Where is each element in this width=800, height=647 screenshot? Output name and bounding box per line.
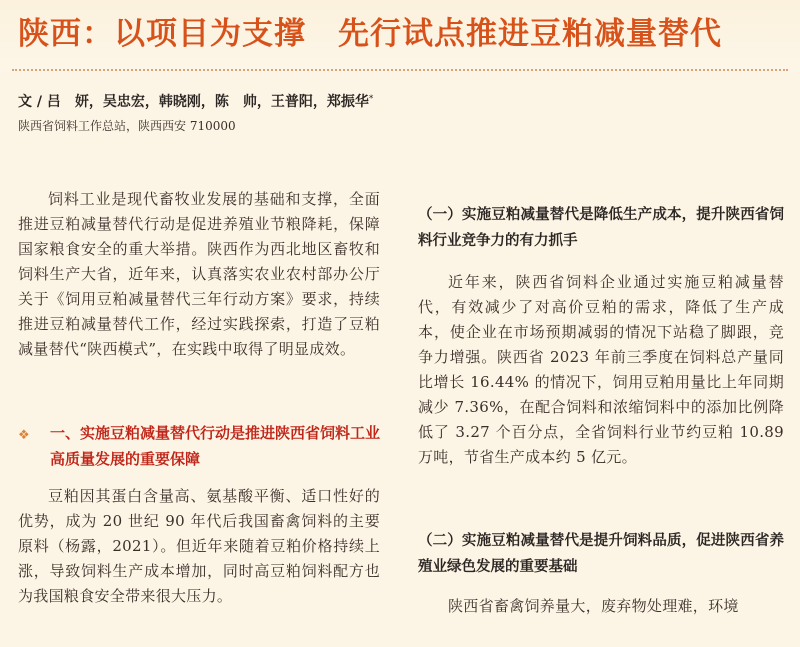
section-diamond-icon: ❖ bbox=[18, 428, 30, 443]
article-title: 陕西：以项目为支撑 先行试点推进豆粕减量替代 bbox=[18, 16, 722, 52]
section-1-paragraph: 豆粕因其蛋白含量高、氨基酸平衡、适口性好的优势，成为 20 世纪 90 年代后我国畜禽饲料的主要原料（杨露，2021）。但近年来随着豆粕价格持续上涨，导致饲料生产成本增加，同时高豆粕饲料配方也为我国粮食安全带来很大压力。 bbox=[18, 487, 380, 605]
subsection-2-paragraph: 陕西省畜禽饲养量大，废弃物处理难，环境 bbox=[448, 597, 739, 615]
author-names: 文 / 吕 妍，吴忠宏，韩晓刚，陈 帅，王普阳，郑振华 bbox=[18, 94, 369, 110]
title-divider bbox=[12, 69, 788, 71]
section-1-heading: 一、实施豆粕减量替代行动是推进陕西省饲料工业高质量发展的重要保障 bbox=[50, 424, 381, 468]
subsection-1-heading: （一）实施豆粕减量替代是降低生产成本，提升陕西省饲料行业竞争力的有力抓手 bbox=[418, 207, 784, 249]
intro-paragraph: 饲料工业是现代畜牧业发展的基础和支撑，全面推进豆粕减量替代行动是促进养殖业节粮降耗，保障国家粮食安全的重大举措。陕西作为西北地区畜牧和饲料生产大省，近年来，认真落实农业农村部办公厅关于《饲用豆粕减量替代三年行动方案》要求，持续推进豆粕减量替代工作，经过实践探索，打造了豆粕减量替代“陕西模式”，在实践中取得了明显成效。 bbox=[18, 190, 380, 358]
corresponding-author-mark: * bbox=[368, 94, 374, 104]
subsection-1-paragraph: 近年来，陕西省饲料企业通过实施豆粕减量替代，有效减少了对高价豆粕的需求，降低了生产成本，使企业在市场预期减弱的情况下站稳了脚跟，竞争力增强。陕西省 2023 年前三季度在饲料总产量同比增长 16.44% 的情况下，饲用豆粕用量比上年同期减少 7.36%，在配合饲料和浓缩饲料中的添加比例降低了 3.27 个百分点，全省饲料行业节约豆粕 10.89 万吨，节省生产成本约 5 亿元。 bbox=[418, 273, 784, 466]
author-line bbox=[18, 92, 788, 112]
subsection-2-heading: （二）实施豆粕减量替代是提升饲料品质，促进陕西省养殖业绿色发展的重要基础 bbox=[418, 533, 784, 575]
author-affiliation: 陕西省饲料工作总站，陕西西安 710000 bbox=[18, 119, 236, 133]
